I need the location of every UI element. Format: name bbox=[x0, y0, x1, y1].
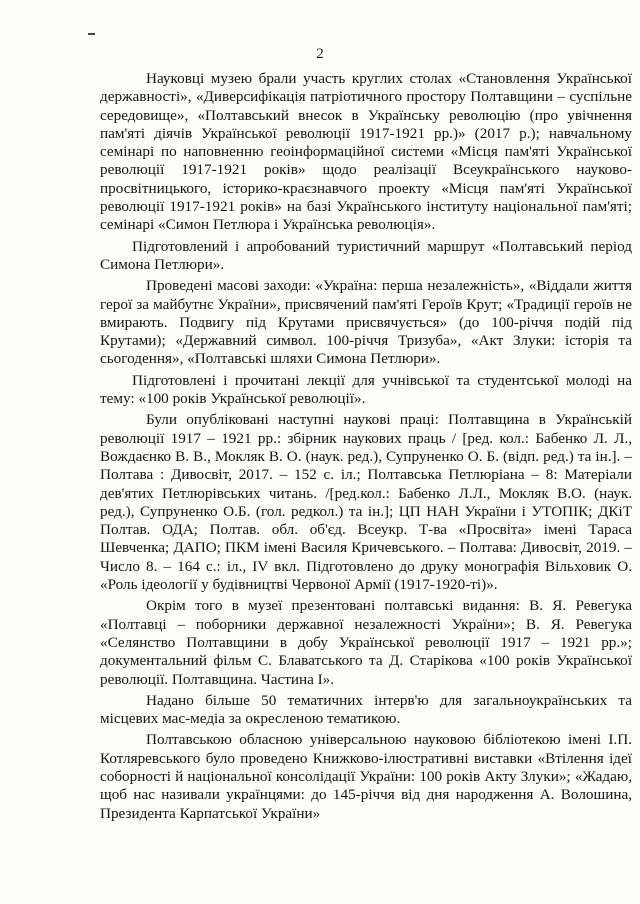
paragraph-presentations: Окрім того в музеї презентовані полтавські видання: В. Я. Ревегука «Полтавці – поборники державної незалежності України»; В. Я. Ревегука «Селянство Полтавщини в добу Української революції 1917 – 1921 рр.»; документальний фільм С. Блаватського та Д. Старікова «100 років Української революції. Полтавщина. Частина І». bbox=[100, 597, 632, 688]
page-bottom-fade bbox=[0, 888, 640, 904]
paragraph-mass-events: Проведені масові заходи: «Україна: перша незалежність», «Віддали життя герої за майбутнє України», присвячений пам'яті Героїв Крут; «Традиції героїв не вмирають. Подвигу під Крутами присвячується» (до 100-річчя подій під Крутами); «Державний символ. 100-річчя Тризуба», «Акт Злуки: історія та сьогодення», «Полтавські шляхи Симона Петлюри». bbox=[100, 277, 632, 368]
paragraph-interviews: Надано більше 50 тематичних інтерв'ю для загальноукраїнських та місцевих мас-медіа за окресленою тематикою. bbox=[100, 691, 632, 728]
page-number: 2 bbox=[316, 46, 324, 62]
paragraph-conferences: Науковці музею брали участь круглих столах «Становлення Української державності», «Диверсифікація патріотичного простору Полтавщини – суспільне середовище», «Полтавський внесок в Українську революцію (про увічнення пам'яті діячів Української революції 1917-1921 рр.)» (2017 р.); навчальному семінарі по наповненню геоінформаційної системи «Місця пам'яті Української революції 1917-1921 років» щодо реалізації Всеукраїнського науково-просвітницького, історико-краєзнавчого проекту «Місця пам'яті Української революції 1917-1921 років» на базі Українського інституту національної пам'яті; семінарі «Симон Петлюра і Українська революція». bbox=[100, 70, 632, 234]
paragraph-library: Полтавською обласною універсальною науковою бібліотекою імені І.П. Котляревського було проведено Книжково-ілюстративні виставки «Втілення ідеї соборності й національної консолідації України: 100 років Акту Злуки»; «Жадаю, щоб нас називали українцями: до 145-річчя від дня народження А. Волошина, Президента Карпатської України» bbox=[100, 731, 632, 822]
document-body bbox=[100, 70, 632, 826]
paragraph-tourist-route: Підготовлений і апробований туристичний маршрут «Полтавський період Симона Петлюри». bbox=[100, 237, 632, 273]
paragraph-lectures: Підготовлені і прочитані лекції для учнівської та студентської молоді на тему: «100 років Української революції». bbox=[100, 371, 632, 408]
paragraph-publications: Були опубліковані наступні наукові праці: Полтавщина в Українській революції 1917 – 1921 рр.: збірник наукових праць / [ред. кол.: Бабенко Л. Л., Вождаєнко В. В., Мокляк В. О. (наук. ред.), Супруненко О. Б. (відп. ред.) та ін.]. – Полтава : Дивосвіт, 2017. – 152 с. іл.; Полтавська Петлюріана – 8: Матеріали дев'ятих Петлюрівських читань. /[ред.кол.: Бабенко Л.Л., Мокляк В.О. (наук. ред.), Супруненко О.Б. (гол. редкол.) та ін.]; ЦП НАН України і УТОПІК; ДКіТ Полтав. ОДА; Полтав. обл. об'єд. Всеукр. Т-ва «Просвіта» імені Тараса Шевченка; ДАПО; ПКМ імені Василя Кричевського. – Полтава: Дивосвіт, 2019. – Число 8. – 164 с.: іл., IV вкл. Підготовлено до друку монографія Вільховик О. «Роль ідеології у будівництві Червоної Армії (1917-1920-ті)». bbox=[100, 411, 632, 594]
scan-artifact bbox=[88, 33, 95, 35]
